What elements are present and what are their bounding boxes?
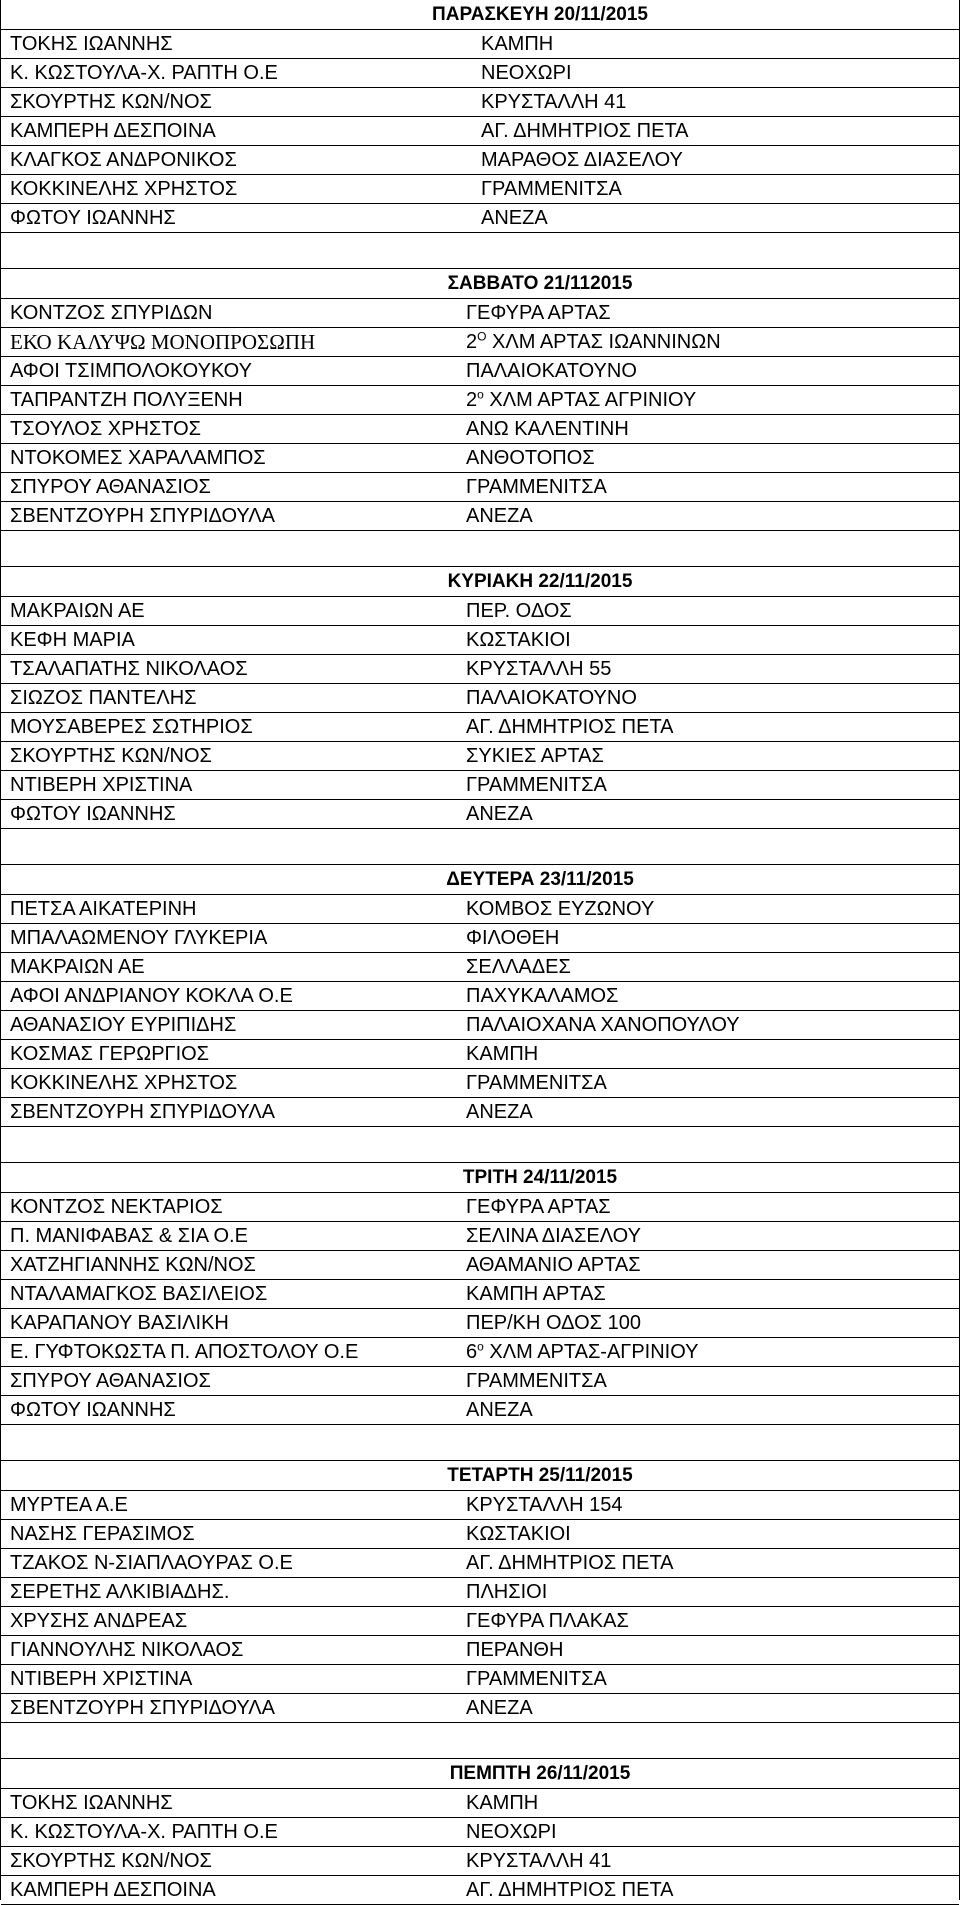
ordinal-marker: ο (477, 1339, 484, 1354)
location-text: ΑΓ. ΔΗΜΗΤΡΙΟΣ ΠΕΤΑ (466, 1879, 674, 1901)
schedule-row (1, 1490, 959, 1519)
pharmacy-location (466, 924, 559, 953)
location-text: ΓΡΑΜΜΕΝΙΤΣΑ (466, 1370, 607, 1392)
schedule-row (1, 145, 959, 174)
schedule-row (1, 1250, 959, 1279)
pharmacy-location (466, 597, 572, 626)
location-text: ΠΕΡΑΝΘΗ (466, 1639, 564, 1661)
pharmacy-name: ΚΑΜΠΕΡΗ ΔΕΣΠΟΙΝΑ (10, 1879, 216, 1901)
location-text: ΑΝΕΖΑ (481, 207, 548, 229)
pharmacy-name: ΓΙΑΝΝΟΥΛΗΣ ΝΙΚΟΛΑΟΣ (10, 1639, 244, 1661)
schedule-row (1, 1846, 959, 1875)
pharmacy-name: ΚΕΦΗ ΜΑΡΙΑ (10, 629, 135, 651)
pharmacy-location (466, 1636, 563, 1665)
pharmacy-name: ΜΠΑΛΑΩΜΕΝΟΥ ΓΛΥΚΕΡΙΑ (10, 927, 268, 949)
pharmacy-name: Κ. ΚΩΣΤΟΥΛΑ-Χ. ΡΑΠΤΗ Ο.Ε (10, 1821, 278, 1843)
schedule-row (1, 741, 959, 770)
pharmacy-location (466, 1491, 623, 1520)
schedule-row (1, 1068, 959, 1097)
location-text: ΑΝΕΖΑ (466, 803, 533, 825)
location-text: ΑΝΘΟΤΟΠΟΣ (466, 447, 595, 469)
pharmacy-name: ΕΚΟ ΚΑΛΥΨΩ ΜΟΝΟΠΡΟΣΩΠΗ (10, 330, 316, 354)
pharmacy-location (466, 895, 654, 924)
location-text: ΚΑΜΠΗ (466, 1792, 539, 1814)
day-header: ΚΥΡΙΑΚΗ 22/11/2015 (447, 571, 633, 592)
day-separator (1, 828, 959, 864)
schedule-row (1, 356, 959, 385)
schedule-row (1, 87, 959, 116)
schedule-row (1, 1366, 959, 1395)
pharmacy-name: ΑΘΑΝΑΣΙΟΥ ΕΥΡΙΠΙΔΗΣ (10, 1014, 237, 1036)
day-block (1, 567, 959, 865)
pharmacy-name: Κ. ΚΩΣΤΟΥΛΑ-Χ. ΡΑΠΤΗ Ο.Ε (10, 62, 278, 84)
schedule-row (1, 1039, 959, 1068)
day-separator (1, 1722, 959, 1758)
pharmacy-name: ΚΛΑΓΚΟΣ ΑΝΔΡΟΝΙΚΟΣ (10, 149, 237, 171)
schedule-row (1, 1308, 959, 1337)
location-text: ΣΕΛΙΝΑ ΔΙΑΣΕΛΟΥ (466, 1225, 641, 1247)
location-text: ΚΡΥΣΤΑΛΛΗ 41 (481, 91, 627, 113)
pharmacy-name: ΠΕΤΣΑ ΑΙΚΑΤΕΡΙΝΗ (10, 898, 197, 920)
pharmacy-name: ΝΤΙΒΕΡΗ ΧΡΙΣΤΙΝΑ (10, 1668, 193, 1690)
day-separator (1, 1424, 959, 1460)
pharmacy-name: ΤΖΑΚΟΣ Ν-ΣΙΑΠΛΑΟΥΡΑΣ Ο.Ε (10, 1552, 293, 1574)
pharmacy-name: ΣΠΥΡΟΥ ΑΘΑΝΑΣΙΟΣ (10, 1370, 211, 1392)
location-text: ΧΛΜ ΑΡΤΑΣ ΑΓΡΙΝΙΟΥ (489, 389, 697, 411)
schedule-row (1, 414, 959, 443)
schedule-row (1, 443, 959, 472)
pharmacy-name: ΤΑΠΡΑΝΤΖΗ ΠΟΛΥΞΕΝΗ (10, 389, 243, 411)
location-text: ΜΑΡΑΘΟΣ ΔΙΑΣΕΛΟΥ (481, 149, 683, 171)
schedule-row (1, 29, 959, 58)
pharmacy-location (466, 1309, 641, 1338)
day-header: ΔΕΥΤΕΡΑ 23/11/2015 (446, 869, 634, 890)
pharmacy-location (466, 626, 571, 655)
schedule-row (1, 472, 959, 501)
pharmacy-location (466, 1520, 571, 1549)
location-text: ΑΝΩ ΚΑΛΕΝΤΙΝΗ (466, 418, 629, 440)
location-text: ΚΡΥΣΤΑΛΛΗ 41 (466, 1850, 612, 1872)
pharmacy-name: ΣΙΩΖΟΣ ΠΑΝΤΕΛΗΣ (10, 687, 197, 709)
schedule-row (1, 203, 959, 232)
km-number: 2 (466, 389, 478, 411)
location-text: ΚΟΜΒΟΣ ΕΥΖΩΝΟΥ (466, 898, 655, 920)
schedule-row (1, 1577, 959, 1606)
km-number: 6 (466, 1341, 478, 1363)
pharmacy-location (466, 1338, 698, 1367)
location-text: ΓΡΑΜΜΕΝΙΤΣΑ (466, 1668, 607, 1690)
day-separator (1, 530, 959, 566)
schedule-row (1, 327, 959, 356)
pharmacy-name: ΤΣΑΛΑΠΑΤΗΣ ΝΙΚΟΛΑΟΣ (10, 658, 248, 680)
schedule-row (1, 1519, 959, 1548)
pharmacy-name: ΤΟΚΗΣ ΙΩΑΝΝΗΣ (10, 1792, 173, 1814)
schedule-row (1, 799, 959, 828)
pharmacy-name: ΚΑΜΠΕΡΗ ΔΕΣΠΟΙΝΑ (10, 120, 216, 142)
pharmacy-name: ΣΚΟΥΡΤΗΣ ΚΩΝ/ΝΟΣ (10, 91, 212, 113)
pharmacy-location (466, 473, 607, 502)
pharmacy-location (466, 771, 607, 800)
schedule-row (1, 1010, 959, 1039)
schedule-row (1, 654, 959, 683)
pharmacy-name: ΣΒΕΝΤΖΟΥΡΗ ΣΠΥΡΙΔΟΥΛΑ (10, 1101, 275, 1123)
day-header: ΠΑΡΑΣΚΕΥΗ 20/11/2015 (432, 4, 648, 25)
schedule-row (1, 58, 959, 87)
pharmacy-location (466, 502, 533, 531)
day-block (1, 1759, 959, 1905)
pharmacy-name: Ε. ΓΥΦΤΟΚΩΣΤΑ Π. ΑΠΟΣΤΟΛΟΥ Ο.Ε (10, 1341, 359, 1363)
location-text: ΓΕΦΥΡΑ ΠΛΑΚΑΣ (466, 1610, 629, 1632)
pharmacy-location (466, 1098, 533, 1127)
day-header: ΣΑΒΒΑΤΟ 21/112015 (447, 273, 633, 294)
location-text: ΦΙΛΟΘΕΗ (466, 927, 560, 949)
pharmacy-location (481, 59, 572, 88)
ordinal-marker: ο (477, 387, 484, 402)
schedule-row (1, 298, 959, 327)
pharmacy-location (466, 1578, 547, 1607)
pharmacy-name: ΣΒΕΝΤΖΟΥΡΗ ΣΠΥΡΙΔΟΥΛΑ (10, 505, 275, 527)
pharmacy-name: Π. ΜΑΝΙΦΑΒΑΣ & ΣΙΑ Ο.Ε (10, 1225, 248, 1247)
pharmacy-name: ΤΣΟΥΛΟΣ ΧΡΗΣΤΟΣ (10, 418, 202, 440)
schedule-row (1, 385, 959, 414)
location-text: ΚΩΣΤΑΚΙΟΙ (466, 1523, 571, 1545)
location-text: ΓΕΦΥΡΑ ΑΡΤΑΣ (466, 1196, 611, 1218)
schedule-row (1, 1548, 959, 1577)
day-block (1, 865, 959, 1163)
pharmacy-name: ΚΑΡΑΠΑΝΟΥ ΒΑΣΙΛΙΚΗ (10, 1312, 229, 1334)
day-header: ΤΡΙΤΗ 24/11/2015 (462, 1167, 618, 1188)
schedule-row (1, 596, 959, 625)
pharmacy-name: ΦΩΤΟΥ ΙΩΑΝΝΗΣ (10, 1399, 176, 1421)
schedule-row (1, 981, 959, 1010)
pharmacy-name: ΚΟΚΚΙΝΕΛΗΣ ΧΡΗΣΤΟΣ (10, 178, 238, 200)
location-text: ΠΕΡ. ΟΔΟΣ (466, 600, 572, 622)
day-separator (1, 232, 959, 268)
location-text: ΓΡΑΜΜΕΝΙΤΣΑ (466, 774, 607, 796)
pharmacy-location (466, 1193, 611, 1222)
location-text: ΚΑΜΠΗ (466, 1043, 539, 1065)
pharmacy-name: ΧΑΤΖΗΓΙΑΝΝΗΣ ΚΩΝ/ΝΟΣ (10, 1254, 256, 1276)
location-text: ΠΑΛΑΙΟΚΑΤΟΥΝΟ (466, 360, 637, 382)
location-text: ΣΕΛΛΑΔΕΣ (466, 956, 571, 978)
pharmacy-name: ΣΒΕΝΤΖΟΥΡΗ ΣΠΥΡΙΔΟΥΛΑ (10, 1697, 275, 1719)
pharmacy-name: ΝΤΙΒΕΡΗ ΧΡΙΣΤΙΝΑ (10, 774, 193, 796)
location-text: ΓΡΑΜΜΕΝΙΤΣΑ (481, 178, 622, 200)
pharmacy-name: ΚΟΝΤΖΟΣ ΣΠΥΡΙΔΩΝ (10, 302, 213, 324)
pharmacy-name: ΝΑΣΗΣ ΓΕΡΑΣΙΜΟΣ (10, 1523, 195, 1545)
day-block (1, 1461, 959, 1759)
location-text: ΝΕΟΧΩΡΙ (466, 1821, 557, 1843)
day-separator (1, 1126, 959, 1162)
pharmacy-name: ΑΦΟΙ ΑΝΔΡΙΑΝΟΥ ΚΟΚΛΑ Ο.Ε (10, 985, 293, 1007)
pharmacy-location (466, 328, 721, 357)
pharmacy-name: ΑΦΟΙ ΤΣΙΜΠΟΛΟΚΟΥΚΟΥ (10, 360, 252, 382)
pharmacy-location (466, 1818, 557, 1847)
pharmacy-location (481, 146, 683, 175)
location-text: ΓΕΦΥΡΑ ΑΡΤΑΣ (466, 302, 611, 324)
km-number: 2 (466, 331, 478, 353)
schedule-row (1, 712, 959, 741)
pharmacy-location (466, 299, 611, 328)
location-text: ΑΝΕΖΑ (466, 1697, 533, 1719)
location-text: ΝΕΟΧΩΡΙ (481, 62, 572, 84)
ordinal-marker: Ο (477, 329, 487, 344)
pharmacy-location (466, 1396, 533, 1425)
pharmacy-location (466, 953, 571, 982)
location-text: ΧΛΜ ΑΡΤΑΣ-ΑΓΡΙΝΙΟΥ (489, 1341, 699, 1363)
location-text: ΠΛΗΣΙΟΙ (466, 1581, 548, 1603)
location-text: ΑΓ. ΔΗΜΗΤΡΙΟΣ ΠΕΤΑ (466, 716, 674, 738)
pharmacy-name: ΜΑΚΡΑΙΩΝ ΑΕ (10, 600, 145, 622)
schedule-row (1, 1693, 959, 1722)
pharmacy-location (466, 1367, 607, 1396)
pharmacy-location (466, 1847, 611, 1876)
location-text: ΓΡΑΜΜΕΝΙΤΣΑ (466, 476, 607, 498)
pharmacy-name: ΤΟΚΗΣ ΙΩΑΝΝΗΣ (10, 33, 173, 55)
schedule-row (1, 683, 959, 712)
pharmacy-location (466, 386, 696, 415)
schedule-row (1, 116, 959, 145)
pharmacy-name: ΧΡΥΣΗΣ ΑΝΔΡΕΑΣ (10, 1610, 188, 1632)
pharmacy-location (466, 357, 637, 386)
location-text: ΚΑΜΠΗ ΑΡΤΑΣ (466, 1283, 606, 1305)
schedule-row (1, 1279, 959, 1308)
schedule-row (1, 952, 959, 981)
pharmacy-location (466, 1876, 674, 1905)
schedule-row (1, 1221, 959, 1250)
schedule-row (1, 1395, 959, 1424)
location-text: ΣΥΚΙΕΣ ΑΡΤΑΣ (466, 745, 604, 767)
pharmacy-location (466, 1011, 740, 1040)
pharmacy-location (466, 684, 637, 713)
schedule-row (1, 1192, 959, 1221)
pharmacy-name: ΣΚΟΥΡΤΗΣ ΚΩΝ/ΝΟΣ (10, 1850, 212, 1872)
location-text: ΑΓ. ΔΗΜΗΤΡΙΟΣ ΠΕΤΑ (466, 1552, 674, 1574)
pharmacy-name: ΚΟΝΤΖΟΣ ΝΕΚΤΑΡΙΟΣ (10, 1196, 223, 1218)
pharmacy-location (466, 1040, 538, 1069)
pharmacy-name: ΝΤΟΚΟΜΕΣ ΧΑΡΑΛΑΜΠΟΣ (10, 447, 266, 469)
location-text: ΑΘΑΜΑΝΙΟ ΑΡΤΑΣ (466, 1254, 641, 1276)
pharmacy-name: ΦΩΤΟΥ ΙΩΑΝΝΗΣ (10, 207, 176, 229)
pharmacy-name: ΚΟΣΜΑΣ ΓΕΡΩΡΓΙΟΣ (10, 1043, 210, 1065)
pharmacy-location (466, 1251, 641, 1280)
day-header: ΠΕΜΠΤΗ 26/11/2015 (449, 1763, 631, 1784)
pharmacy-location (466, 444, 595, 473)
pharmacy-location (466, 1607, 629, 1636)
pharmacy-name: ΣΕΡΕΤΗΣ ΑΛΚΙΒΙΑΔΗΣ. (10, 1581, 230, 1603)
schedule-row (1, 501, 959, 530)
day-header: ΤΕΤΑΡΤΗ 25/11/2015 (447, 1465, 633, 1486)
location-text: ΓΡΑΜΜΕΝΙΤΣΑ (466, 1072, 607, 1094)
pharmacy-location (466, 982, 618, 1011)
pharmacy-location (466, 1549, 674, 1578)
schedule-row (1, 1788, 959, 1817)
location-text: ΠΑΛΑΙΟΧΑΝΑ ΧΑΝΟΠΟΥΛΟΥ (466, 1014, 740, 1036)
pharmacy-name: ΦΩΤΟΥ ΙΩΑΝΝΗΣ (10, 803, 176, 825)
schedule-row (1, 1337, 959, 1366)
schedule-row (1, 174, 959, 203)
schedule-row (1, 1635, 959, 1664)
pharmacy-location (466, 800, 533, 829)
location-text: ΑΓ. ΔΗΜΗΤΡΙΟΣ ΠΕΤΑ (481, 120, 689, 142)
schedule-row (1, 1606, 959, 1635)
location-text: ΚΡΥΣΤΑΛΛΗ 55 (466, 658, 612, 680)
pharmacy-name: ΜΟΥΣΑΒΕΡΕΣ ΣΩΤΗΡΙΟΣ (10, 716, 253, 738)
schedule-row (1, 1664, 959, 1693)
pharmacy-name: ΣΚΟΥΡΤΗΣ ΚΩΝ/ΝΟΣ (10, 745, 212, 767)
location-text: ΠΑΛΑΙΟΚΑΤΟΥΝΟ (466, 687, 637, 709)
day-block (1, 269, 959, 567)
schedule-row (1, 770, 959, 799)
pharmacy-location (466, 1665, 607, 1694)
pharmacy-location (466, 1222, 641, 1251)
location-text: ΠΑΧΥΚΑΛΑΜΟΣ (466, 985, 619, 1007)
schedule-row (1, 1097, 959, 1126)
pharmacy-location (466, 742, 604, 771)
location-text: ΑΝΕΖΑ (466, 505, 533, 527)
location-text: ΑΝΕΖΑ (466, 1399, 533, 1421)
location-text: ΚΩΣΤΑΚΙΟΙ (466, 629, 571, 651)
pharmacy-location (466, 1280, 606, 1309)
pharmacy-location (466, 1789, 538, 1818)
location-text: ΚΑΜΠΗ (481, 33, 554, 55)
day-block (1, 0, 959, 269)
location-text: ΑΝΕΖΑ (466, 1101, 533, 1123)
schedule-row (1, 894, 959, 923)
pharmacy-name: ΜΥΡΤΕΑ Α.Ε (10, 1494, 128, 1516)
schedule-row (1, 1817, 959, 1846)
day-block (1, 1163, 959, 1461)
location-text: ΧΛΜ ΑΡΤΑΣ ΙΩΑΝΝΙΝΩΝ (492, 331, 721, 353)
pharmacy-name: ΜΑΚΡΑΙΩΝ ΑΕ (10, 956, 145, 978)
schedule-row (1, 625, 959, 654)
location-text: ΚΡΥΣΤΑΛΛΗ 154 (466, 1494, 623, 1516)
pharmacy-location (466, 415, 629, 444)
pharmacy-location (481, 204, 548, 233)
pharmacy-location (481, 175, 622, 204)
pharmacy-location (466, 1694, 533, 1723)
pharmacy-name: ΝΤΑΛΑΜΑΓΚΟΣ ΒΑΣΙΛΕΙΟΣ (10, 1283, 268, 1305)
pharmacy-location (481, 88, 626, 117)
pharmacy-name: ΚΟΚΚΙΝΕΛΗΣ ΧΡΗΣΤΟΣ (10, 1072, 238, 1094)
pharmacy-location (466, 1069, 607, 1098)
pharmacy-location (466, 655, 611, 684)
location-text: ΠΕΡ/ΚΗ ΟΔΟΣ 100 (466, 1312, 641, 1334)
pharmacy-location (466, 713, 674, 742)
pharmacy-name: ΣΠΥΡΟΥ ΑΘΑΝΑΣΙΟΣ (10, 476, 211, 498)
pharmacy-location (481, 30, 553, 59)
pharmacy-location (481, 117, 689, 146)
schedule-row (1, 923, 959, 952)
